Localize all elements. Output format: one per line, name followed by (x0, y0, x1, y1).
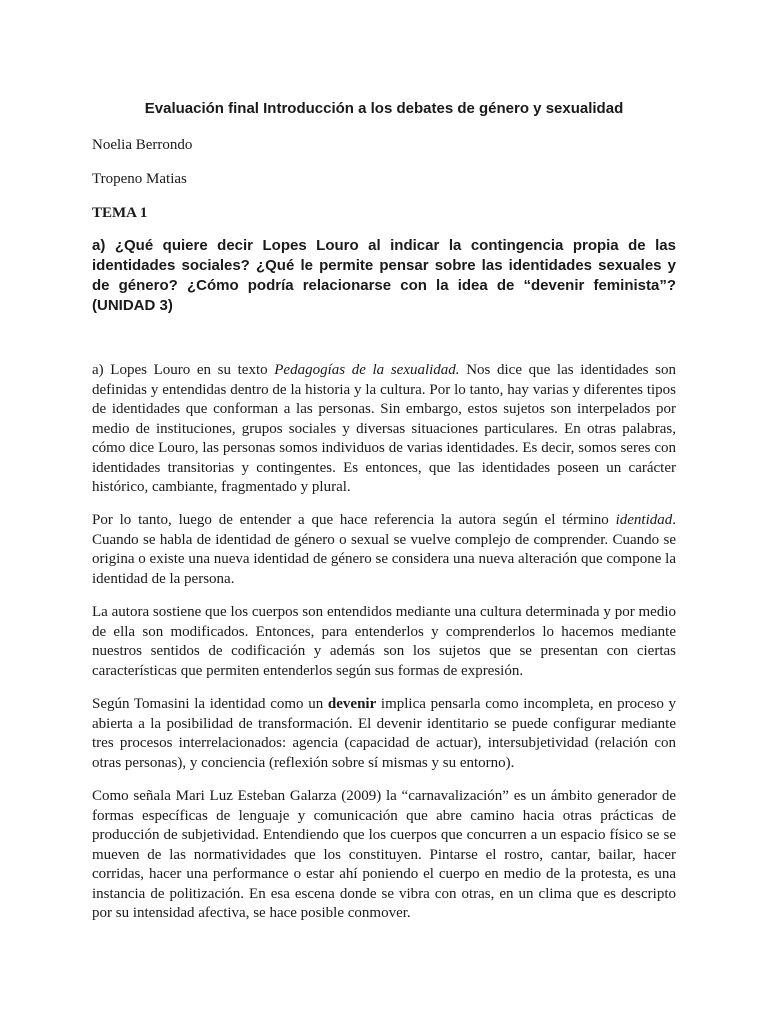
paragraph-text: . Cuando se habla de identidad de género o sexual se vuelve complejo de comprender. Cuando se origina o existe una nueva identidad de género se considera una nueva alteración que compone la identidad de la persona. (92, 512, 676, 587)
paragraph-text: Según Tomasini la identidad como un (92, 696, 328, 712)
book-title: Pedagogías de la sexualidad. (274, 362, 460, 378)
author-name: Noelia Berrondo (92, 137, 193, 153)
author-name: Tropeno Matias (92, 171, 187, 187)
paragraph-5: Como señala Mari Luz Esteban Galarza (2009) la “carnavalización” es un ámbito generador de formas específicas de lenguaje y comunicación que abre camino hacia otras prácticas de producción de subjetividad. Entendiendo que los cuerpos que concurren a un espacio físico se se mueven de las normatividades que los constituyen. Pintarse el rostro, cantar, bailar, hacer corridas, hacer una performance o estar ahí poniendo el cuerpo en medio de la protesta, es una instancia de politización. En esa escena donde se vibra con otras, en un clima que es descripto por su intensidad afectiva, se hace posible conmover. (92, 788, 676, 921)
paragraph-text: implica pensarla como incompleta, en proceso y abierta a la posibilidad de transformación. El devenir identitario se puede configurar mediante tres procesos interrelacionados: agencia (capacidad de actuar), intersubjetividad (relación con otras personas), y conciencia (reflexión sobre sí mismas y su entorno). (92, 696, 676, 771)
paragraph-4 (92, 695, 676, 773)
emphasized-term: identidad (615, 512, 673, 528)
paragraph-text: Por lo tanto, luego de entender a que hace referencia la autora según el término (92, 512, 616, 528)
document-title: Evaluación final Introducción a los debates de género y sexualidad (144, 100, 624, 117)
question-text: a) ¿Qué quiere decir Lopes Louro al indicar la contingencia propia de las identidades sociales? ¿Qué le permite pensar sobre las identidades sexuales y de género? ¿Cómo podría relacionarse con la idea de “devenir feminista”? (UNIDAD 3) (92, 237, 676, 314)
paragraph-3: La autora sostiene que los cuerpos son entendidos mediante una cultura determinada y por medio de ella son modificados. Entonces, para entenderlos y comprenderlos lo hacemos mediante nuestros sentidos de codificación y además son los sujetos que se presentan con ciertas características que permiten entenderlos según sus formas de expresión. (92, 604, 676, 679)
paragraph-text: Nos dice que las identidades son definidas y entendidas dentro de la historia y la cultura. Por lo tanto, hay varias y diferentes tipos de identidades que conforman a las personas. Sin embargo, estos sujetos son interpelados por medio de instituciones, grupos sociales y diversas situaciones particulares. En otras palabras, cómo dice Louro, las personas somos individuos de varias identidades. Es decir, somos seres con identidades transitorias y contingentes. Es entonces, que las identidades poseen un carácter histórico, cambiante, fragmentado y plural. (92, 362, 676, 495)
paragraph-2 (92, 511, 676, 589)
paragraph-1 (92, 361, 676, 498)
section-heading: TEMA 1 (92, 205, 148, 221)
paragraph-text: a) Lopes Louro en su texto (92, 362, 275, 378)
bold-term: devenir (327, 696, 377, 712)
